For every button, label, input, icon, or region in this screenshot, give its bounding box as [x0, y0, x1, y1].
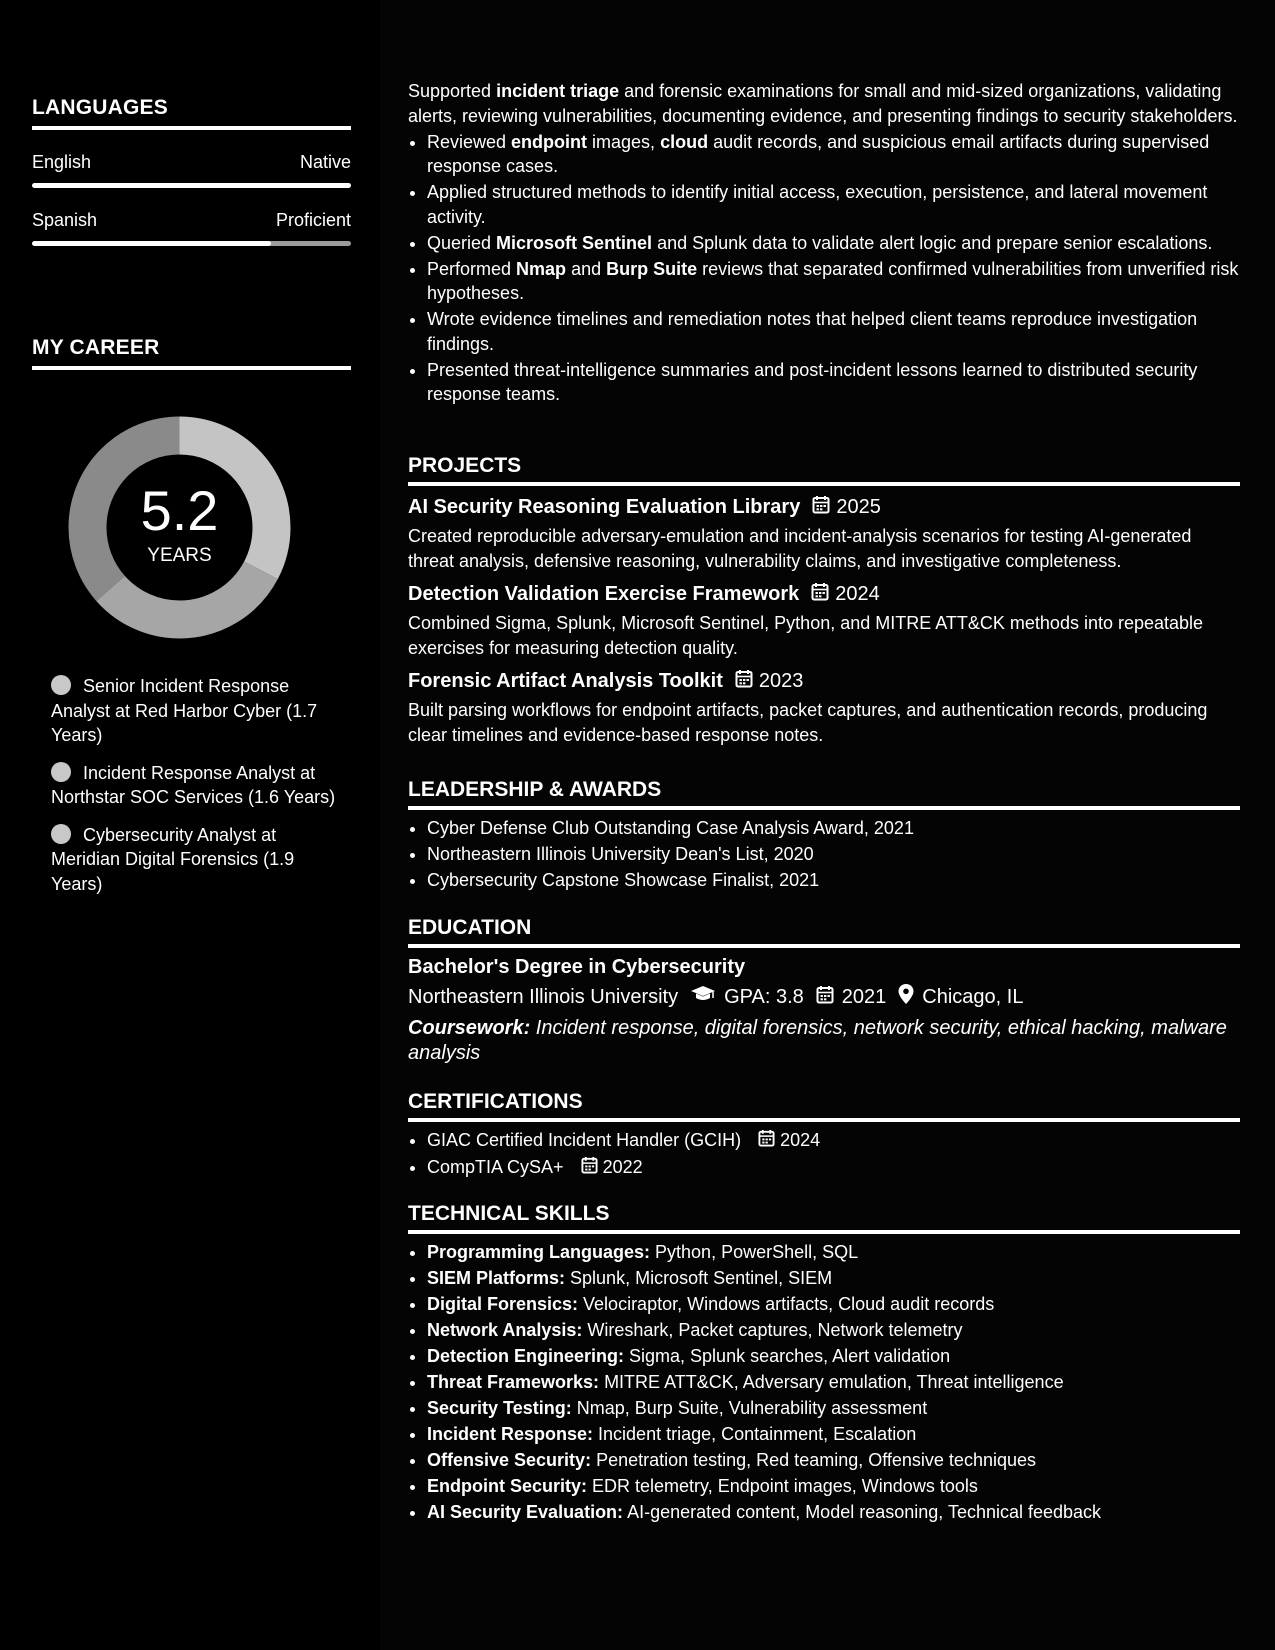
career-item: Incident Response Analyst at Northstar SOC Services (1.6 Years): [51, 762, 336, 807]
language-item: [32, 210, 351, 246]
language-proficiency-bar: [32, 183, 351, 188]
career-item: Senior Incident Response Analyst at Red Harbor Cyber (1.7 Years): [51, 676, 318, 745]
skills-list: [408, 1240, 1240, 1525]
skill-item: • Offensive Security: Penetration testing, Red teaming, Offensive techniques: [427, 1448, 1240, 1473]
project-description: Created reproducible adversary-emulation and incident-analysis scenarios for testing AI-generated threat analysis, defensive reasoning, vulnerability claims, and investigative completeness.: [408, 526, 1192, 571]
award-item: • Cyber Defense Club Outstanding Case Analysis Award, 2021: [427, 816, 1240, 841]
calendar-icon: [816, 985, 834, 1010]
skill-item: • Network Analysis: Wireshark, Packet captures, Network telemetry: [427, 1318, 1240, 1343]
project-description: Built parsing workflows for endpoint artifacts, packet captures, and authentication records, producing clear timelines and evidence-based response notes.: [408, 700, 1208, 745]
skills-section: [408, 1202, 1240, 1525]
degree-title: Bachelor's Degree in Cybersecurity: [408, 956, 746, 978]
project-description: Combined Sigma, Splunk, Microsoft Sentinel, Python, and MITRE ATT&CK methods into repeatable exercises for measuring detection quality.: [408, 613, 1204, 658]
education-heading: EDUCATION: [408, 916, 1240, 948]
project-item: [408, 495, 1240, 573]
leadership-section: [408, 778, 1240, 893]
experience-bullet: • Performed Nmap and Burp Suite reviews that separated confirmed vulnerabilities from unverified risk hypotheses.: [427, 257, 1240, 306]
experience-bullets: [408, 130, 1240, 407]
gpa: GPA: 3.8: [724, 985, 804, 1008]
language-item: [32, 152, 351, 188]
education-section: [408, 916, 1240, 1065]
skill-item: • Endpoint Security: EDR telemetry, Endpoint images, Windows tools: [427, 1474, 1240, 1499]
language-proficiency-fill: [32, 241, 271, 246]
bullet-dot-icon: [51, 824, 71, 844]
certifications-list: [408, 1128, 1240, 1181]
sidebar: [0, 0, 380, 1650]
skills-heading: TECHNICAL SKILLS: [408, 1202, 1240, 1234]
graduation-year: 2021: [841, 985, 887, 1008]
language-level: Proficient: [275, 210, 351, 230]
projects-heading: PROJECTS: [408, 454, 1240, 486]
skill-item: • AI Security Evaluation: AI-generated content, Model reasoning, Technical feedback: [427, 1500, 1240, 1525]
education-details: [408, 984, 1240, 1010]
language-proficiency-fill: [32, 183, 351, 188]
skill-item: • Threat Frameworks: MITRE ATT&CK, Adversary emulation, Threat intelligence: [427, 1370, 1240, 1395]
language-proficiency-bar: [32, 241, 351, 246]
project-title: Detection Validation Exercise Framework: [408, 583, 800, 605]
languages-heading: LANGUAGES: [32, 96, 351, 130]
project-item: [408, 669, 1240, 747]
graduation-cap-icon: [690, 985, 716, 1009]
skill-item: • Incident Response: Incident triage, Containment, Escalation: [427, 1422, 1240, 1447]
calendar-icon: [811, 582, 829, 607]
project-title: Forensic Artifact Analysis Toolkit: [408, 670, 723, 692]
certification-year: 2024: [780, 1130, 821, 1150]
language-name: Spanish: [32, 210, 98, 230]
certifications-heading: CERTIFICATIONS: [408, 1090, 1240, 1122]
language-level: Native: [299, 152, 351, 172]
language-name: English: [32, 152, 92, 172]
award-item: • Northeastern Illinois University Dean's List, 2020: [427, 842, 1240, 867]
career-donut-chart: [67, 415, 292, 640]
experience-bullet: • Reviewed endpoint images, cloud audit records, and suspicious email artifacts during supervised response cases.: [427, 130, 1240, 179]
career-heading: MY CAREER: [32, 336, 351, 370]
projects-section: [408, 454, 1240, 747]
career-list: [51, 674, 336, 909]
project-title: AI Security Reasoning Evaluation Library: [408, 496, 801, 518]
school-location: Chicago, IL: [922, 985, 1024, 1008]
project-item: [408, 582, 1240, 660]
experience-bullet: • Wrote evidence timelines and remediation notes that helped client teams reproduce investigation findings.: [427, 307, 1240, 356]
skill-item: • Digital Forensics: Velociraptor, Windows artifacts, Cloud audit records: [427, 1292, 1240, 1317]
bullet-dot-icon: [51, 675, 71, 695]
project-year: 2025: [836, 496, 881, 518]
calendar-icon: [758, 1129, 775, 1154]
project-year: 2023: [758, 670, 804, 692]
career-item: Cybersecurity Analyst at Meridian Digital Forensics (1.9 Years): [51, 824, 295, 894]
certification-year: 2022: [602, 1157, 643, 1177]
career-total-unit: YEARS: [147, 545, 212, 566]
skill-item: • Programming Languages: Python, PowerShell, SQL: [427, 1240, 1240, 1265]
certification-item: • CompTIA CySA+ 2022: [427, 1155, 1240, 1181]
calendar-icon: [735, 669, 753, 694]
skill-item: • Security Testing: Nmap, Burp Suite, Vulnerability assessment: [427, 1396, 1240, 1421]
calendar-icon: [812, 495, 830, 520]
map-pin-icon: [898, 984, 914, 1010]
coursework: Coursework: Incident response, digital forensics, network security, ethical hacking, malware analysis: [408, 1017, 1227, 1064]
experience-bullet: • Applied structured methods to identify initial access, execution, persistence, and lateral movement activity.: [427, 180, 1240, 229]
school-name: Northeastern Illinois University: [408, 985, 679, 1008]
bullet-dot-icon: [51, 762, 71, 782]
experience-bullet: • Presented threat-intelligence summaries and post-incident lessons learned to distributed security response teams.: [427, 358, 1240, 407]
certifications-section: [408, 1090, 1240, 1181]
languages-section: [32, 96, 351, 246]
calendar-icon: [581, 1156, 598, 1181]
career-total-years: 5.2: [140, 479, 219, 542]
project-year: 2024: [835, 583, 880, 605]
leadership-list: [408, 816, 1240, 893]
award-item: • Cybersecurity Capstone Showcase Finalist, 2021: [427, 868, 1240, 893]
experience-summary: Supported incident triage and forensic examinations for small and mid-sized organizations, validating alerts, reviewing vulnerabilities, documenting evidence, and presenting findings to security stakeholders.: [408, 81, 1238, 126]
leadership-heading: LEADERSHIP & AWARDS: [408, 778, 1240, 810]
career-section: [32, 336, 351, 370]
skill-item: • SIEM Platforms: Splunk, Microsoft Sentinel, SIEM: [427, 1266, 1240, 1291]
experience-bullet: • Queried Microsoft Sentinel and Splunk data to validate alert logic and prepare senior escalations.: [427, 231, 1240, 256]
certification-item: • GIAC Certified Incident Handler (GCIH) 2024: [427, 1128, 1240, 1154]
skill-item: • Detection Engineering: Sigma, Splunk searches, Alert validation: [427, 1344, 1240, 1369]
experience-section: [408, 79, 1240, 407]
